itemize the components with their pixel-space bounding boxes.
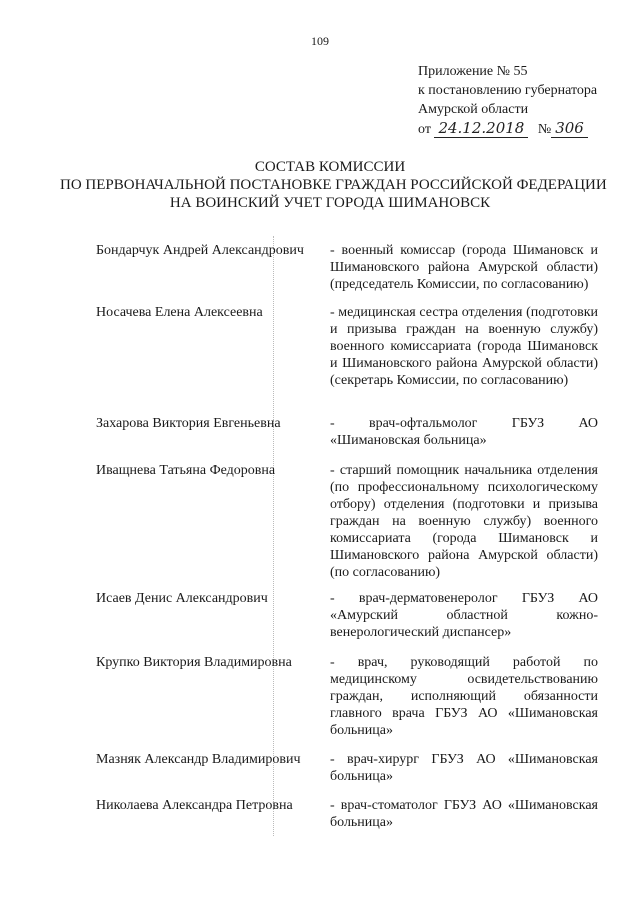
title-line-1: СОСТАВ КОМИССИИ — [254, 159, 406, 175]
member-name: Захарова Виктория Евгеньевна — [96, 416, 281, 431]
member-role: - врач-дерматовенеролог ГБУЗ АО «Амурский областной кожно-венерологический диспансер» — [330, 591, 598, 640]
handwritten-number: 306 — [551, 119, 588, 138]
member-name: Исаев Денис Александрович — [96, 591, 268, 606]
title-line-3: НА ВОИНСКИЙ УЧЕТ ГОРОДА ШИМАНОВСК — [169, 195, 491, 211]
document-title — [60, 158, 607, 212]
appendix-number: Приложение № 55 — [418, 64, 528, 79]
appendix-block — [418, 62, 618, 139]
page-number: 109 — [311, 34, 329, 48]
scan-fold-line — [273, 236, 274, 836]
member-role: - врач-офтальмолог ГБУЗ АО «Шимановская больница» — [330, 416, 598, 448]
title-line-2: ПО ПЕРВОНАЧАЛЬНОЙ ПОСТАНОВКЕ ГРАЖДАН РОССИЙСКОЙ ФЕДЕРАЦИИ — [60, 177, 607, 193]
member-role: - старший помощник начальника отделения (по профессиональному психологическому отбору) отделения (подготовки и призыва граждан на военную службу) военного комиссариата (города Шимановск и Шимановского района Амурской области) (по согласованию) — [330, 463, 598, 580]
member-name: Бондарчук Андрей Александрович — [96, 243, 304, 258]
member-role: - врач, руководящий работой по медицинскому освидетельствованию граждан, исполняющий обязанности главного врача ГБУЗ АО «Шимановская больница» — [330, 655, 598, 738]
member-role: - военный комиссар (города Шимановск и Шимановского района Амурской области) (председатель Комиссии, по согласованию) — [330, 243, 598, 292]
member-role: - врач-стоматолог ГБУЗ АО «Шимановская больница» — [330, 798, 598, 830]
member-role: - врач-хирург ГБУЗ АО «Шимановская больница» — [330, 752, 598, 784]
member-name: Николаева Александра Петровна — [96, 798, 293, 813]
member-name: Иващнева Татьяна Федоровна — [96, 463, 276, 478]
member-name: Носачева Елена Алексеевна — [96, 305, 263, 320]
handwritten-date: 24.12.2018 — [434, 119, 528, 138]
member-name: Крупко Виктория Владимировна — [96, 655, 292, 670]
appendix-region: Амурской области — [418, 102, 529, 117]
appendix-decree-ref: к постановлению губернатора — [418, 83, 598, 98]
member-role: - медицинская сестра отделения (подготовки и призыва граждан на военную службу) военного комиссариата (города Шимановск и Шимановского района Амурской области) (секретарь Комиссии, по согласованию) — [330, 305, 598, 388]
date-prefix: от — [418, 122, 431, 137]
member-name: Мазняк Александр Владимирович — [96, 752, 301, 767]
appendix-date-line — [418, 119, 618, 139]
number-prefix: № — [537, 122, 552, 137]
